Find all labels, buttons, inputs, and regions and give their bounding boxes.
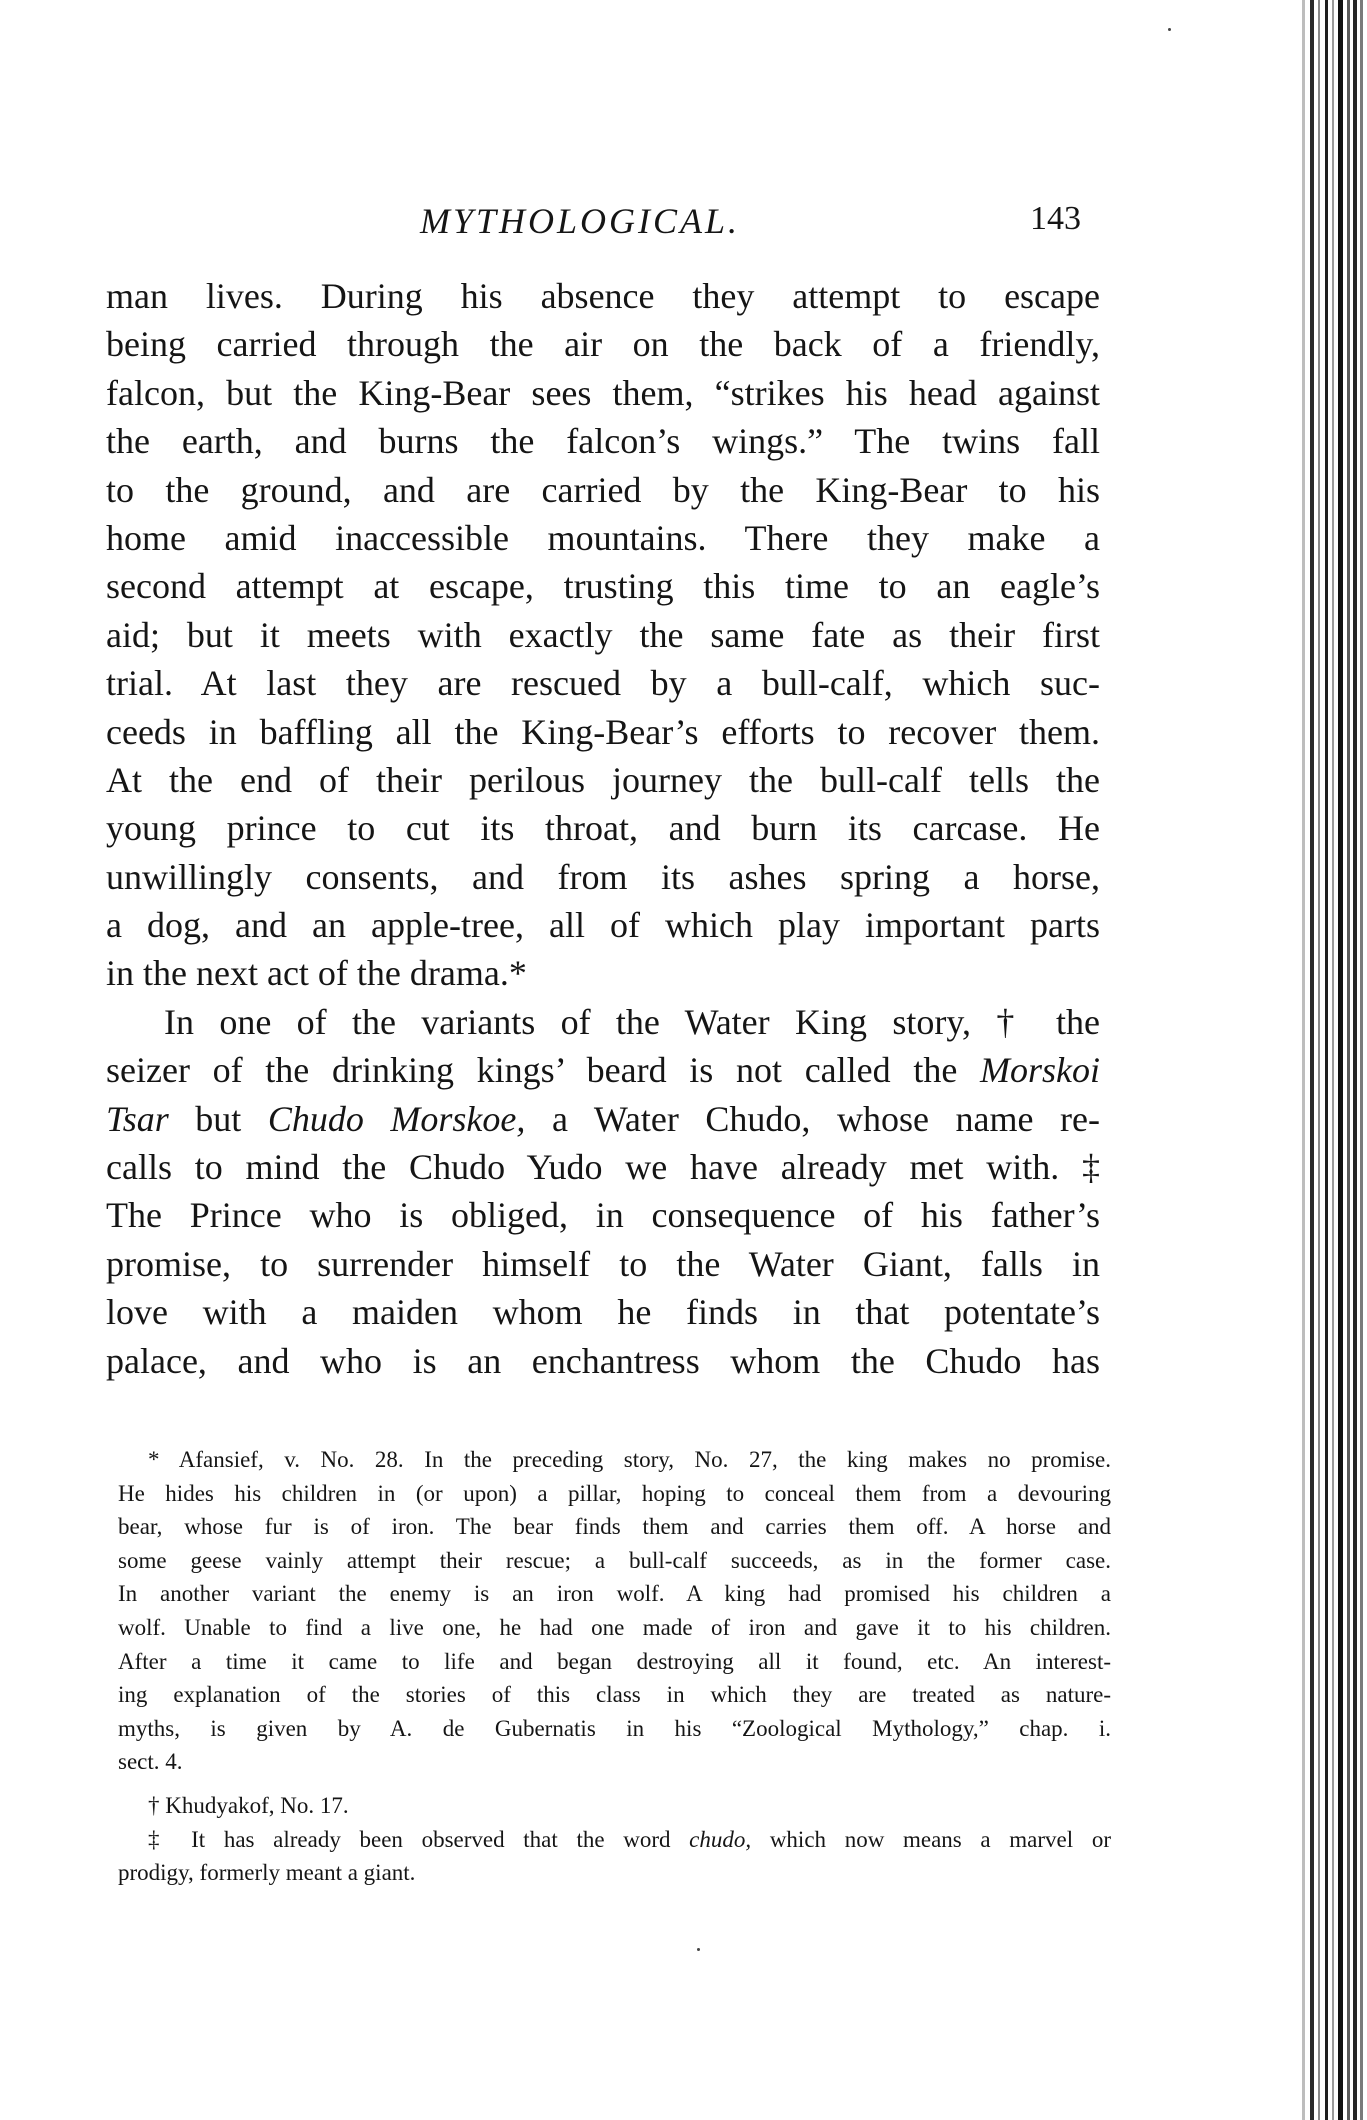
footnote-line: * Afansief, v. No. 28. In the preceding story, No. 27, the king makes no promise. bbox=[148, 1447, 1111, 1472]
text-line: ceeds in baffling all the King-Bear’s efforts to recover them. bbox=[106, 711, 1100, 752]
footnote-line: In another variant the enemy is an iron wolf. A king had promised his children a bbox=[118, 1581, 1111, 1607]
italic-term: chudo, bbox=[689, 1826, 752, 1852]
page-number: 143 bbox=[1030, 200, 1081, 237]
running-head-title: MYTHOLOGICAL. bbox=[420, 201, 741, 241]
footnote-line: He hides his children in (or upon) a pillar, hoping to conceal them from a devouring bbox=[118, 1480, 1111, 1506]
text-line: the earth, and burns the falcon’s wings.” The twins fall bbox=[106, 421, 1100, 462]
text-line: At the end of their perilous journey the bull-calf tells the bbox=[106, 759, 1100, 800]
text-line: calls to mind the Chudo Yudo we have already met with. ‡ bbox=[106, 1147, 1100, 1188]
scan-speck bbox=[1168, 28, 1171, 31]
text-line: In one of the variants of the Water King story, † the bbox=[164, 1001, 1100, 1042]
footnote-line: some geese vainly attempt their rescue; a bull-calf succeeds, as in the former case. bbox=[118, 1547, 1111, 1573]
text-line: in the next act of the drama.* bbox=[106, 953, 527, 994]
text-span: which now means a marvel or bbox=[751, 1826, 1111, 1852]
text-span: a Water Chudo, whose name re- bbox=[525, 1098, 1100, 1139]
text-line: trial. At last they are rescued by a bull-calf, which suc- bbox=[106, 663, 1100, 704]
text-line: promise, to surrender himself to the Water Giant, falls in bbox=[106, 1243, 1100, 1284]
text-span: ‡ It has already been observed that the word bbox=[148, 1826, 690, 1852]
text-line: young prince to cut its throat, and burn its carcase. He bbox=[106, 808, 1100, 849]
text-line: second attempt at escape, trusting this time to an eagle’s bbox=[106, 566, 1100, 607]
italic-term: Chudo Morskoe, bbox=[267, 1098, 526, 1139]
footnote-ddagger bbox=[118, 1823, 1111, 1857]
text-line: home amid inaccessible mountains. There they make a bbox=[106, 517, 1100, 558]
italic-term: Tsar bbox=[106, 1098, 169, 1139]
text-line: a dog, and an apple-tree, all of which play important parts bbox=[106, 905, 1100, 946]
scan-speck bbox=[697, 1948, 700, 1951]
text-line: love with a maiden whom he finds in that potentate’s bbox=[106, 1292, 1100, 1333]
text-line: The Prince who is obliged, in consequence of his father’s bbox=[106, 1195, 1100, 1236]
text-line: palace, and who is an enchantress whom the Chudo has bbox=[106, 1340, 1100, 1381]
text-line bbox=[106, 1095, 1100, 1143]
text-line: man lives. During his absence they attempt to escape bbox=[106, 276, 1100, 316]
text-line: unwillingly consents, and from its ashes spring a horse, bbox=[106, 856, 1100, 897]
text-line: to the ground, and are carried by the King-Bear to his bbox=[106, 469, 1100, 510]
body-text bbox=[106, 272, 1100, 1385]
footnote-line: sect. 4. bbox=[118, 1749, 183, 1775]
footnote-line: myths, is given by A. de Gubernatis in his “Zoological Mythology,” chap. i. bbox=[118, 1715, 1111, 1741]
text-span: but bbox=[168, 1098, 268, 1139]
text-line bbox=[106, 1046, 1100, 1094]
book-spine-gutter bbox=[1298, 0, 1367, 2120]
footnote-line: bear, whose fur is of iron. The bear finds them and carries them off. A horse and bbox=[118, 1514, 1111, 1540]
footnote-line: ing explanation of the stories of this class in which they are treated as nature- bbox=[118, 1682, 1111, 1708]
footnote-line: prodigy, formerly meant a giant. bbox=[118, 1860, 416, 1886]
text-line: being carried through the air on the back of a friendly, bbox=[106, 324, 1100, 365]
running-head bbox=[0, 200, 1367, 250]
footnotes bbox=[118, 1443, 1111, 1890]
text-span: seizer of the drinking kings’ beard is not called the bbox=[106, 1050, 980, 1091]
footnote-line: wolf. Unable to find a live one, he had one made of iron and gave it to his children. bbox=[118, 1614, 1111, 1640]
text-line: falcon, but the King-Bear sees them, “strikes his head against bbox=[106, 372, 1100, 413]
italic-term: Morskoi bbox=[980, 1050, 1100, 1091]
text-line: aid; but it meets with exactly the same fate as their first bbox=[106, 614, 1100, 655]
footnote-line: After a time it came to life and began destroying all it found, etc. An interest- bbox=[118, 1648, 1111, 1674]
footnote-dagger: † Khudyakof, No. 17. bbox=[148, 1792, 349, 1818]
